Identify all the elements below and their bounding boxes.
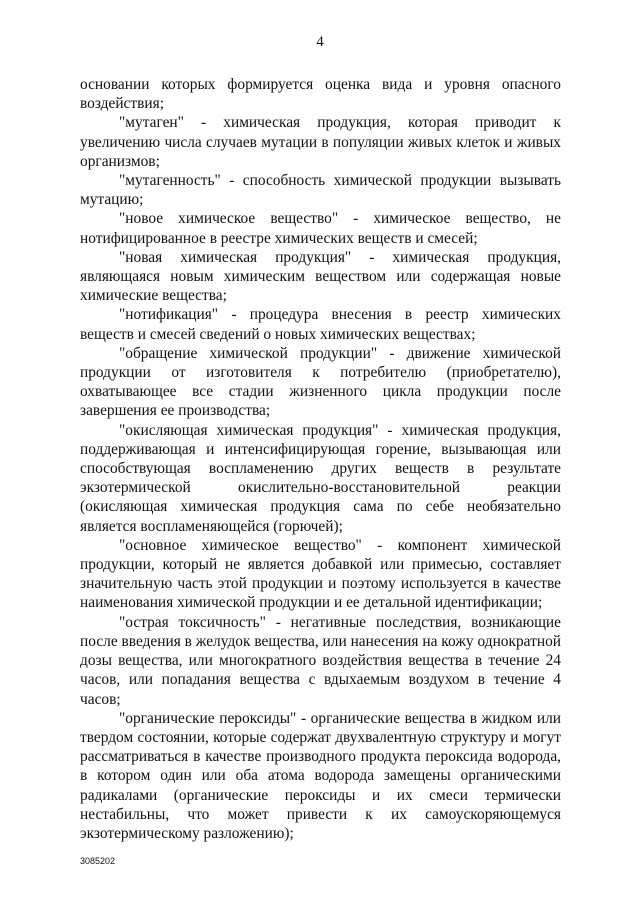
definition-oxidizing-product: "окисляющая химическая продукция" - химическая продукция, поддерживающая и интенсифицирующая горение, вызывающая или способствующая воспламенению других веществ в результате экзотермической окислительно-восстановительной реакции (окисляющая химическая продукция сама по себе необязательно является воспламеняющейся (горючей); <box>80 421 561 535</box>
document-body <box>80 75 561 843</box>
definition-mutagen: "мутаген" - химическая продукция, которая приводит к увеличению числа случаев мутации в популяции живых клеток и живых организмов; <box>80 114 561 170</box>
page-number: 4 <box>316 34 324 50</box>
definition-acute-toxicity: "острая токсичность" - негативные последствия, возникающие после введения в желудок вещества, или нанесения на кожу однократной дозы вещества, или многократного воздействия вещества в течение 24 часов, или попадания вещества с вдыхаемым воздухом в течение 4 часов; <box>80 613 561 708</box>
document-code: 3085202 <box>80 856 116 866</box>
definition-circulation: "обращение химической продукции" - движение химической продукции от изготовителя к потребителю (приобретателю), охватывающее все стадии жизненного цикла продукции после завершения ее производства; <box>80 344 561 420</box>
definition-main-substance: "основное химическое вещество" - компонент химической продукции, который не является добавкой или примесью, составляет значительную часть этой продукции и поэтому используется в качестве наименования химической продукции и ее детальной идентификации; <box>80 536 561 612</box>
definition-new-chemical-product: "новая химическая продукция" - химическая продукция, являющаяся новым химическим веществом или содержащая новые химические вещества; <box>80 248 561 305</box>
paragraph-continuation: основании которых формируется оценка вида и уровня опасного воздействия; <box>80 76 561 113</box>
definition-notification: "нотификация" - процедура внесения в реестр химических веществ и смесей сведений о новых химических веществах; <box>80 306 561 343</box>
definition-mutagenicity: "мутагенность" - способность химической продукции вызывать мутацию; <box>80 172 561 209</box>
definition-new-chemical-substance: "новое химическое вещество" - химическое вещество, не нотифицированное в реестре химических веществ и смесей; <box>80 210 561 247</box>
definition-organic-peroxides: "органические пероксиды" - органические вещества в жидком или твердом состоянии, которые содержат двухвалентную структуру и могут рассматриваться в качестве производного продукта пероксида водорода, в котором один или оба атома водорода замещены органическими радикалами (органические пероксиды и их смеси термически нестабильны, что может привести к их самоускоряющемуся экзотермическому разложению); <box>80 709 561 842</box>
